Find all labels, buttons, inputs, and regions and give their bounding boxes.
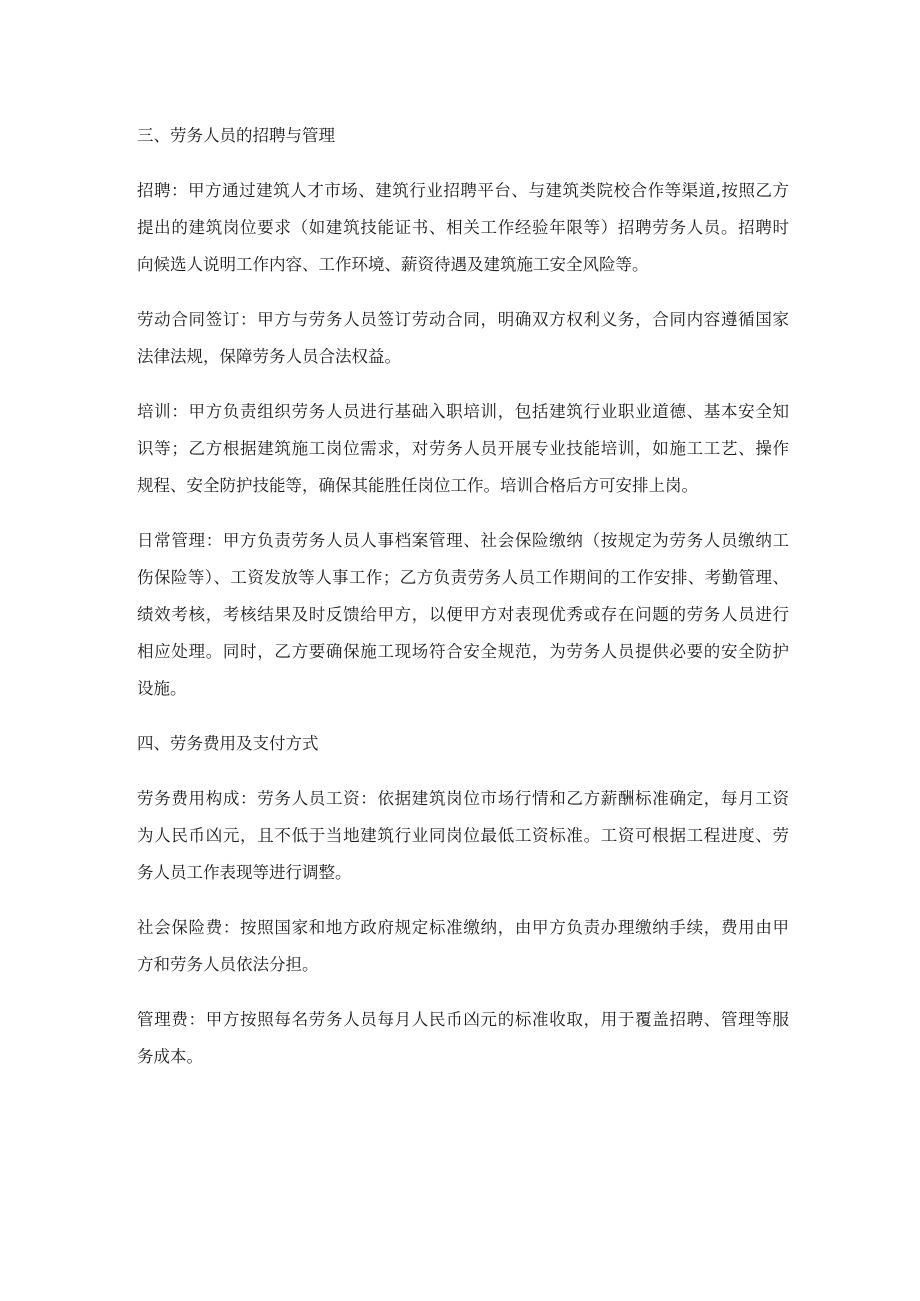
paragraph-recruitment	[137, 172, 789, 283]
heading-text: 四、劳务费用及支付方式	[137, 734, 319, 753]
paragraph-line: 法律法规，保障劳务人员合法权益。	[137, 347, 401, 366]
paragraph-line: 为人民币凶元，且不低于当地建筑行业同岗位最低工资标准。工资可根据工程进度、劳	[137, 826, 789, 845]
paragraph-line: 设施。	[137, 679, 187, 698]
paragraph-line: 识等；乙方根据建筑施工岗位需求，对劳务人员开展专业技能培训，如施工工艺、操作	[137, 439, 789, 458]
paragraph-fee-composition	[137, 780, 789, 891]
paragraph-line: 招聘：甲方通过建筑人才市场、建筑行业招聘平台、与建筑类院校合作等渠道,按照乙方	[137, 181, 789, 200]
paragraph-line: 提出的建筑岗位要求（如建筑技能证书、相关工作经验年限等）招聘劳务人员。招聘时	[137, 218, 789, 237]
paragraph-line: 向候选人说明工作内容、工作环境、薪资待遇及建筑施工安全风险等。	[137, 255, 649, 274]
paragraph-line: 劳动合同签订：甲方与劳务人员签订劳动合同，明确双方权利义务，合同内容遵循国家	[137, 310, 789, 329]
paragraph-line: 日常管理：甲方负责劳务人员人事档案管理、社会保险缴纳（按规定为劳务人员缴纳工	[137, 531, 789, 550]
paragraph-social-insurance	[137, 909, 789, 983]
document-body	[137, 117, 789, 1075]
paragraph-line: 方和劳务人员依法分担。	[137, 955, 319, 974]
paragraph-line: 培训：甲方负责组织劳务人员进行基础入职培训，包括建筑行业职业道德、基本安全知	[137, 402, 789, 421]
paragraph-line: 规程、安全防护技能等，确保其能胜任岗位工作。培训合格后方可安排上岗。	[137, 476, 698, 495]
paragraph-line: 管理费：甲方按照每名劳务人员每月人民币凶元的标准收取，用于覆盖招聘、管理等服	[137, 1010, 789, 1029]
paragraph-labor-contract	[137, 301, 789, 375]
paragraph-line: 相应处理。同时，乙方要确保施工现场符合安全规范，为劳务人员提供必要的安全防护	[137, 642, 789, 661]
paragraph-line: 务人员工作表现等进行调整。	[137, 863, 352, 882]
paragraph-training	[137, 393, 789, 504]
section-heading-recruitment-management	[137, 117, 789, 154]
paragraph-management-fee	[137, 1001, 789, 1075]
paragraph-daily-management	[137, 522, 789, 707]
heading-text: 三、劳务人员的招聘与管理	[137, 126, 335, 145]
paragraph-line: 劳务费用构成：劳务人员工资：依据建筑岗位市场行情和乙方薪酬标准确定，每月工资	[137, 789, 789, 808]
paragraph-line: 伤保险等）、工资发放等人事工作；乙方负责劳务人员工作期间的工作安排、考勤管理、	[137, 568, 789, 587]
section-heading-fees-payment	[137, 725, 789, 762]
paragraph-line: 绩效考核，考核结果及时反馈给甲方，以便甲方对表现优秀或存在问题的劳务人员进行	[137, 605, 789, 624]
paragraph-line: 务成本。	[137, 1047, 203, 1066]
paragraph-line: 社会保险费：按照国家和地方政府规定标准缴纳，由甲方负责办理缴纳手续，费用由甲	[137, 918, 789, 937]
